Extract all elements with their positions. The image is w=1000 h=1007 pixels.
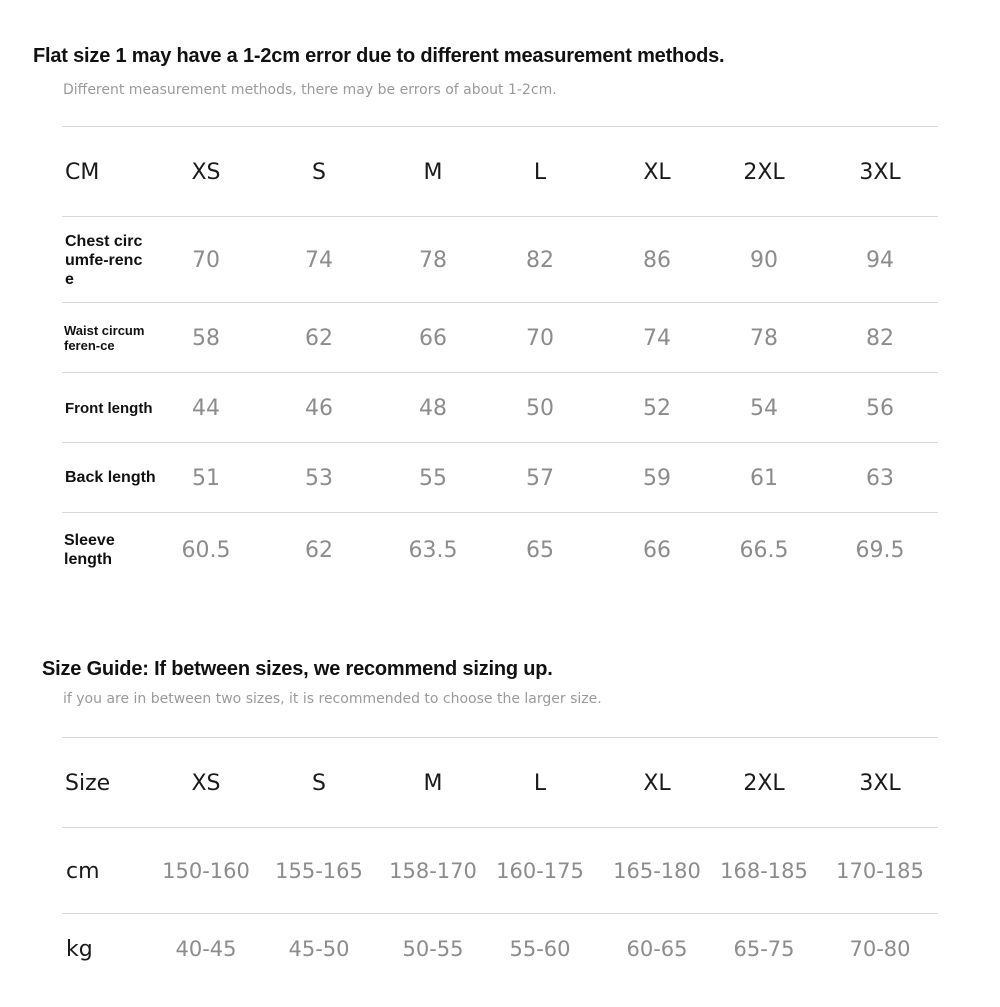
size-header: 3XL (859, 159, 901, 185)
table-cell: 48 (419, 395, 447, 421)
table-cell: 74 (305, 247, 333, 273)
size-header: 2XL (743, 770, 785, 796)
table-row (62, 303, 938, 373)
table-cell: 66 (419, 325, 447, 351)
table-row (62, 828, 938, 914)
row-label: Sleeve length (64, 532, 115, 568)
table-cell: 90 (750, 247, 778, 273)
size-header: 2XL (743, 159, 785, 185)
size-header: XL (643, 159, 671, 185)
size-header: 3XL (859, 770, 901, 796)
table-cell: 150-160 (162, 859, 250, 883)
size-guide-subtitle: if you are in between two sizes, it is recommended to choose the larger size. (63, 691, 602, 707)
table-cell: 78 (419, 247, 447, 273)
table-cell: 62 (305, 325, 333, 351)
size-header: S (312, 159, 326, 185)
size-header: M (423, 159, 443, 185)
table-row (62, 443, 938, 513)
table-cell: 86 (643, 247, 671, 273)
table-cell: 168-185 (720, 859, 808, 883)
table-cell: 165-180 (613, 859, 701, 883)
row-label: Chest circumfe-rence (65, 232, 143, 288)
measurement-header-row (62, 127, 938, 217)
table-cell: 70-80 (849, 937, 911, 961)
table-cell: 66 (643, 537, 671, 563)
table-cell: 45-50 (288, 937, 350, 961)
size-header: XL (643, 770, 671, 796)
table-cell: 60-65 (626, 937, 688, 961)
table-cell: 63.5 (408, 537, 458, 563)
table-cell: 40-45 (175, 937, 237, 961)
row-label: Front length (65, 399, 153, 417)
table-row (62, 513, 938, 587)
measurement-subtitle: Different measurement methods, there may be errors of about 1-2cm. (63, 82, 557, 98)
table-row (62, 217, 938, 303)
table-cell: 55 (419, 465, 447, 491)
table-cell: 70 (526, 325, 554, 351)
table-cell: 52 (643, 395, 671, 421)
table-cell: 62 (305, 537, 333, 563)
table-cell: 50 (526, 395, 554, 421)
size-header: XS (191, 159, 221, 185)
unit-label: Size (65, 770, 111, 796)
size-header: L (533, 159, 547, 185)
size-header: S (312, 770, 326, 796)
table-row (62, 914, 938, 984)
size-header: XS (191, 770, 221, 796)
table-cell: 155-165 (275, 859, 363, 883)
table-cell: 59 (643, 465, 671, 491)
table-cell: 56 (866, 395, 894, 421)
table-cell: 57 (526, 465, 554, 491)
size-guide-title: Size Guide: If between sizes, we recommend sizing up. (42, 658, 553, 680)
table-cell: 60.5 (181, 537, 231, 563)
measurement-title: Flat size 1 may have a 1-2cm error due to different measurement methods. (33, 45, 725, 67)
row-label: Waist circumferen-ce (64, 323, 145, 353)
table-cell: 78 (750, 325, 778, 351)
row-label: Back length (65, 469, 156, 486)
unit-label: CM (65, 159, 100, 185)
size-header: M (423, 770, 443, 796)
table-cell: 94 (866, 247, 894, 273)
table-cell: 170-185 (836, 859, 924, 883)
table-cell: 46 (305, 395, 333, 421)
table-cell: 55-60 (509, 937, 571, 961)
table-cell: 61 (750, 465, 778, 491)
table-cell: 58 (192, 325, 220, 351)
table-cell: 54 (750, 395, 778, 421)
table-cell: 51 (192, 465, 220, 491)
table-cell: 44 (192, 395, 220, 421)
table-cell: 158-170 (389, 859, 477, 883)
row-label: kg (66, 936, 93, 962)
table-cell: 53 (305, 465, 333, 491)
table-cell: 74 (643, 325, 671, 351)
table-cell: 63 (866, 465, 894, 491)
table-cell: 82 (526, 247, 554, 273)
table-cell: 66.5 (739, 537, 789, 563)
table-row (62, 373, 938, 443)
table-cell: 65 (526, 537, 554, 563)
table-cell: 70 (192, 247, 220, 273)
table-cell: 160-175 (496, 859, 584, 883)
size-header: L (533, 770, 547, 796)
table-cell: 69.5 (855, 537, 905, 563)
row-label: cm (66, 858, 100, 884)
table-cell: 65-75 (733, 937, 795, 961)
table-cell: 82 (866, 325, 894, 351)
size-guide-header-row (62, 738, 938, 828)
table-cell: 50-55 (402, 937, 464, 961)
